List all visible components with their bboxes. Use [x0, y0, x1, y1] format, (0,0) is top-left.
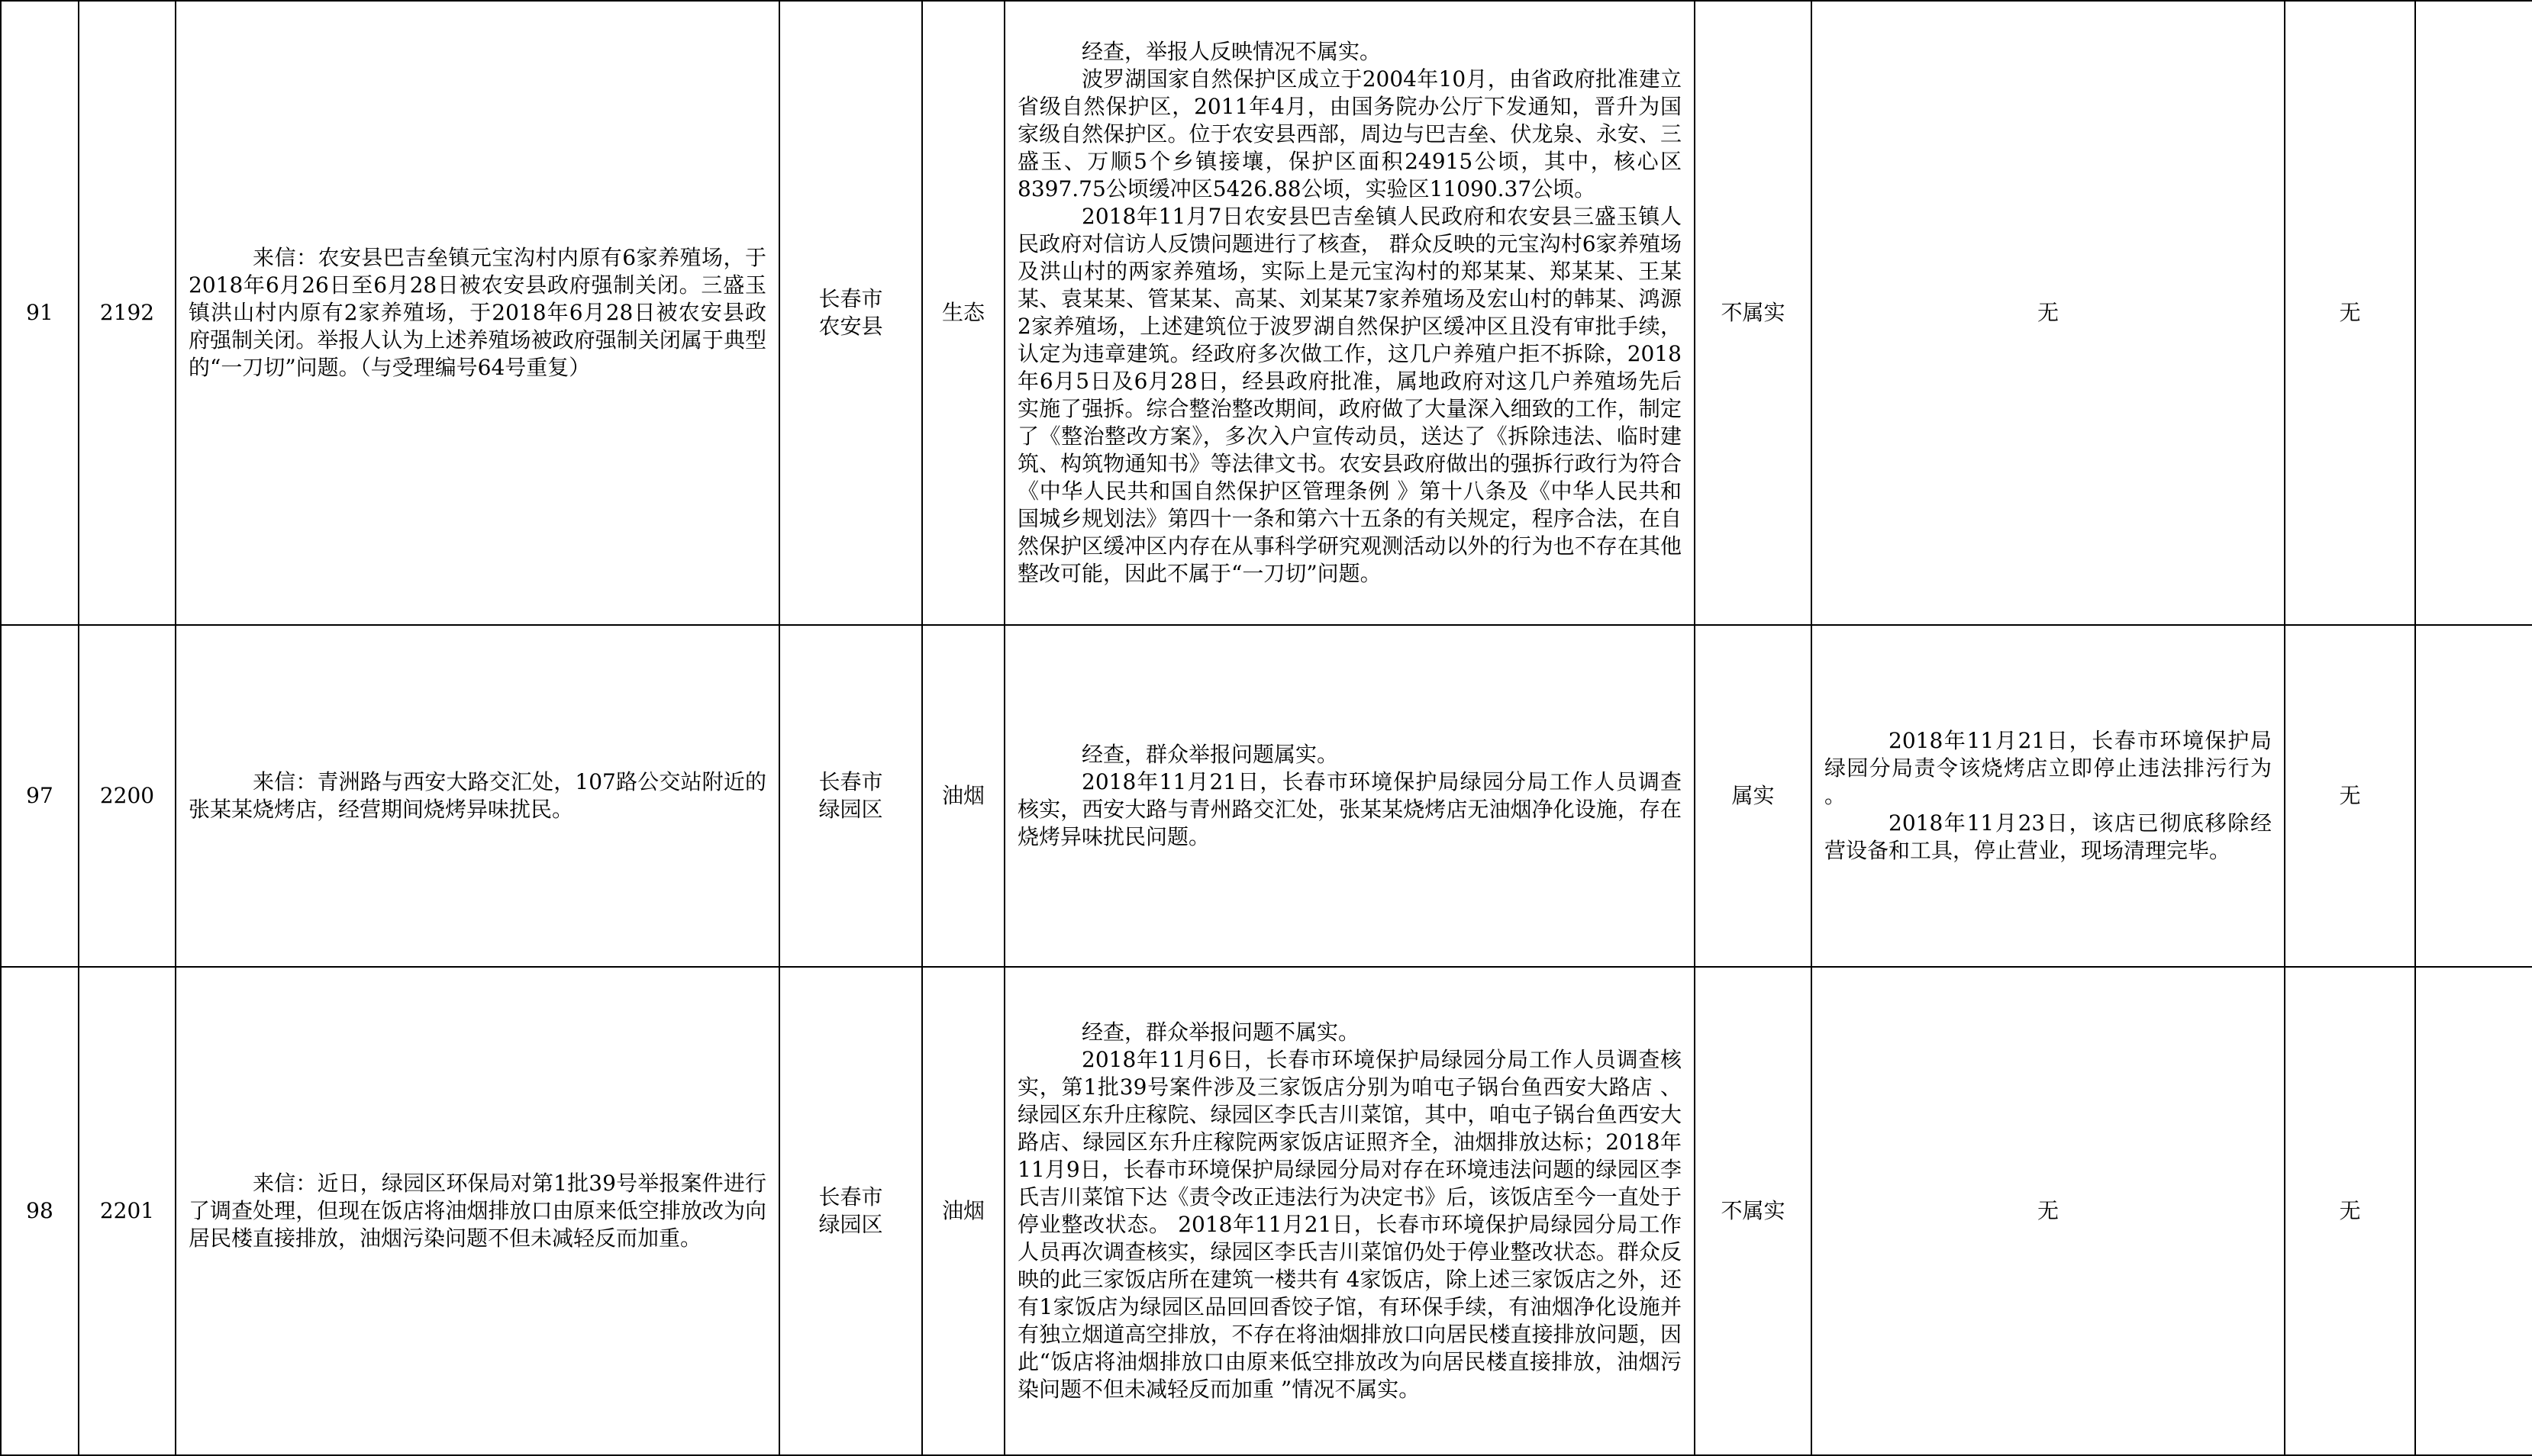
- complaint-text: 来信：近日，绿园区环保局对第1批39号举报案件进行了调查处理，但现在饭店将油烟排放口由原来低空排放改为向居民楼直接排放，油烟污染问题不但未减轻反而加重。: [189, 1171, 766, 1251]
- complaint-text: 来信：青洲路与西安大路交汇处，107路公交站附近的张某某烧烤店，经营期间烧烤异味扰民。: [189, 769, 766, 822]
- findings-paragraph: 经查，群众举报问题不属实。: [1082, 1020, 1360, 1045]
- findings-paragraph: 2018年11月7日农安县巴吉垒镇人民政府和农安县三盛玉镇人民政府对信访人反馈问题进行了核查， 群众反映的元宝沟村6家养殖场及洪山村的两家养殖场，实际上是元宝沟村的郑某某、郑某某、王某某、袁某某、管某某、高某、刘某某7家养殖场及宏山村的韩某、鸿源2家养殖场，上述建筑位于波罗湖自然保护区缓冲区且没有审批手续，认定为违章建筑。经政府多次做工作，这几户养殖户拒不拆除，2018年6月5日及6月28日，经县政府批准，属地政府对这几户养殖场先后实施了强拆。综合整治整改期间，政府做了大量深入细致的工作，制定了《整治整改方案》，多次入户宣传动员，送达了《拆除违法、临时建筑、构筑物通知书》等法律文书。农安县政府做出的强拆行政行为符合《中华人民共和国自然保护区管理条例 》第十八条及《中华人民共和国城乡规划法》第四十一条和第六十五条的有关规定，程序合法，在自然保护区缓冲区内存在从事科学研究观测活动以外的行为也不存在其他整改可能，因此不属于“一刀切”问题。: [1018, 204, 1682, 586]
- seq-cell: 91: [1, 1, 79, 625]
- table-row: [1, 625, 2532, 967]
- region-cell: [779, 625, 922, 967]
- case-number-cell: 2200: [79, 625, 176, 967]
- verdict-cell: 不属实: [1695, 1, 1811, 625]
- accountability-cell: 无: [2285, 967, 2415, 1455]
- findings-paragraph: 波罗湖国家自然保护区成立于2004年10月，由省政府批准建立省级自然保护区，2011年4月，由国务院办公厅下发通知，晋升为国家级自然保护区。位于农安县西部，周边与巴吉垒、伏龙泉、永安、三盛玉、万顺5个乡镇接壤，保护区面积24915公顷，其中，核心区8397.75公顷缓冲区5426.88公顷，实验区11090.37公顷。: [1018, 66, 1682, 201]
- table-row: [1, 1, 2532, 625]
- findings-paragraph: 2018年11月21日，长春市环境保护局绿园分局工作人员调查核实，西安大路与青州路交汇处，张某某烧烤店无油烟净化设施，存在烧烤异味扰民问题。: [1018, 769, 1682, 849]
- accountability-cell: 无: [2285, 1, 2415, 625]
- category-cell: 油烟: [922, 967, 1005, 1455]
- remark-cell: [2415, 625, 2532, 967]
- region-cell: [779, 967, 922, 1455]
- category-cell: 生态: [922, 1, 1005, 625]
- region-district: 绿园区: [818, 1212, 883, 1237]
- region-city: 长春市: [818, 1184, 883, 1210]
- findings-cell: [1005, 967, 1695, 1455]
- accountability-cell: 无: [2285, 625, 2415, 967]
- findings-paragraph: 经查，群众举报问题属实。: [1082, 742, 1339, 767]
- seq-cell: 98: [1, 967, 79, 1455]
- handling-cell: 无: [1811, 967, 2285, 1455]
- verdict-cell: 属实: [1695, 625, 1811, 967]
- complaint-cell: [176, 967, 779, 1455]
- category-cell: 油烟: [922, 625, 1005, 967]
- region-city: 长春市: [818, 769, 883, 794]
- handling-cell: [1811, 625, 2285, 967]
- region-district: 绿园区: [818, 797, 883, 822]
- handling-paragraph: 2018年11月23日，该店已彻底移除经营设备和工具，停止营业，现场清理完毕。: [1824, 810, 2272, 863]
- seq-cell: 97: [1, 625, 79, 967]
- case-number-cell: 2201: [79, 967, 176, 1455]
- case-number-cell: 2192: [79, 1, 176, 625]
- region-district: 农安县: [818, 314, 883, 339]
- findings-paragraph: 经查，举报人反映情况不属实。: [1082, 39, 1382, 64]
- remark-cell: [2415, 967, 2532, 1455]
- findings-paragraph: 2018年11月6日，长春市环境保护局绿园分局工作人员调查核实，第1批39号案件涉及三家饭店分别为咱屯子锅台鱼西安大路店 、绿园区东升庄稼院、绿园区李氏吉川菜馆，其中，咱屯子锅台鱼西安大路店、绿园区东升庄稼院两家饭店证照齐全，油烟排放达标；2018年11月9日，长春市环境保护局绿园分局对存在环境违法问题的绿园区李氏吉川菜馆下达《责令改正违法行为决定书》后，该饭店至今一直处于停业整改状态。 2018年11月21日，长春市环境保护局绿园分局工作人员再次调查核实，绿园区李氏吉川菜馆仍处于停业整改状态。群众反映的此三家饭店所在建筑一楼共有 4家饭店，除上述三家饭店之外，还有1家饭店为绿园区品回回香饺子馆，有环保手续，有油烟净化设施并有独立烟道高空排放，不存在将油烟排放口向居民楼直接排放问题，因此“饭店将油烟排放口由原来低空排放改为向居民楼直接排放，油烟污染问题不但未减轻反而加重 ”情况不属实。: [1018, 1047, 1682, 1402]
- findings-cell: [1005, 1, 1695, 625]
- findings-cell: [1005, 625, 1695, 967]
- verdict-cell: 不属实: [1695, 967, 1811, 1455]
- complaint-cell: [176, 1, 779, 625]
- complaint-cell: [176, 625, 779, 967]
- complaint-text: 来信：农安县巴吉垒镇元宝沟村内原有6家养殖场，于2018年6月26日至6月28日被农安县政府强制关闭。三盛玉镇洪山村内原有2家养殖场，于2018年6月28日被农安县政府强制关闭。举报人认为上述养殖场被政府强制关闭属于典型的“一刀切”问题。（与受理编号64号重复）: [189, 245, 766, 380]
- region-cell: [779, 1, 922, 625]
- table-row: [1, 967, 2532, 1455]
- handling-cell: 无: [1811, 1, 2285, 625]
- region-city: 长春市: [818, 286, 883, 311]
- handling-paragraph: 2018年11月21日，长春市环境保护局绿园分局责令该烧烤店立即停止违法排污行为 。: [1824, 728, 2272, 808]
- remark-cell: [2415, 1, 2532, 625]
